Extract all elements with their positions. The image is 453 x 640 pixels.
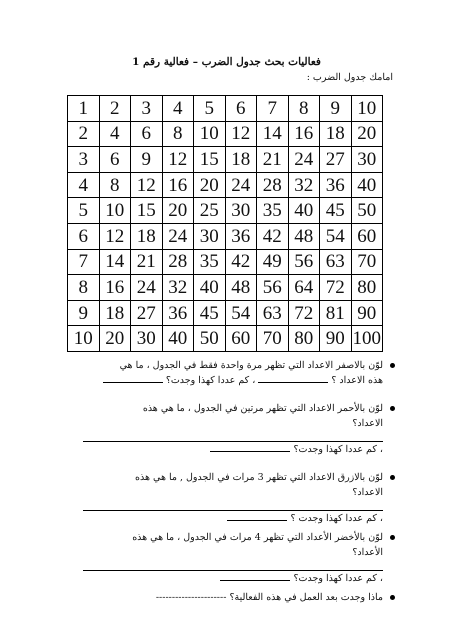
question-item-3: [63, 470, 383, 526]
table-cell: 9: [131, 147, 163, 173]
table-cell: 90: [320, 326, 352, 352]
table-cell: 20: [194, 172, 226, 198]
table-row: [68, 172, 383, 198]
table-cell: 4: [99, 121, 131, 147]
table-cell: 16: [99, 275, 131, 301]
table-cell: 10: [194, 121, 226, 147]
table-cell: 5: [68, 198, 100, 224]
table-cell: 72: [288, 300, 320, 326]
answer-dashes-5[interactable]: ----------------------: [155, 592, 227, 603]
table-cell: 2: [68, 121, 100, 147]
table-cell: 24: [162, 223, 194, 249]
answer-blank-1b[interactable]: [103, 373, 163, 383]
table-cell: 42: [225, 249, 257, 275]
table-cell: 15: [131, 198, 163, 224]
table-cell: 42: [257, 223, 289, 249]
table-cell: 40: [288, 198, 320, 224]
answer-blank-3b[interactable]: [227, 511, 287, 521]
table-cell: 12: [225, 121, 257, 147]
table-cell: 30: [194, 223, 226, 249]
table-cell: 54: [225, 300, 257, 326]
table-cell: 2: [99, 96, 131, 122]
table-cell: 8: [99, 172, 131, 198]
table-cell: 12: [131, 172, 163, 198]
page-subtitle: امامك جدول الضرب :: [306, 72, 393, 83]
table-cell: 70: [257, 326, 289, 352]
table-cell: 80: [288, 326, 320, 352]
answer-blank-3a[interactable]: [83, 500, 383, 511]
table-cell: 8: [68, 275, 100, 301]
table-cell: 30: [131, 326, 163, 352]
table-cell: 60: [225, 326, 257, 352]
table-cell: 36: [225, 223, 257, 249]
question-4-text: لوّن بالأخضر الأعداد التي تظهر 4 مرات في الجدول ، ما هي هذه: [132, 532, 383, 543]
table-cell: 36: [320, 172, 352, 198]
multiplication-table: [67, 95, 383, 352]
table-cell: 63: [257, 300, 289, 326]
table-cell: 60: [351, 223, 383, 249]
table-cell: 35: [257, 198, 289, 224]
table-row: [68, 198, 383, 224]
table-cell: 28: [162, 249, 194, 275]
question-1-text: لوّن بالاصفر الاعداد التي تظهر مرة واحدة فقط في الجدول ، ما هي: [119, 360, 383, 371]
table-cell: 14: [99, 249, 131, 275]
table-cell: 16: [288, 121, 320, 147]
table-cell: 90: [351, 300, 383, 326]
table-cell: 40: [194, 275, 226, 301]
table-cell: 28: [257, 172, 289, 198]
table-cell: 18: [131, 223, 163, 249]
table-cell: 7: [68, 249, 100, 275]
table-cell: 20: [99, 326, 131, 352]
question-2-text-3: ، كم عددا كهذا وجدت؟: [293, 444, 383, 455]
page-title: فعاليات بحث جدول الضرب – فعالية رقم 1: [132, 56, 321, 68]
table-cell: 36: [162, 300, 194, 326]
table-cell: 100: [351, 326, 383, 352]
table-cell: 1: [68, 96, 100, 122]
table-cell: 72: [320, 275, 352, 301]
question-item-2: [63, 401, 383, 457]
question-3-text-3: ، كم عددا كهذا وجدت ؟: [290, 513, 383, 524]
table-cell: 48: [225, 275, 257, 301]
table-cell: 8: [162, 121, 194, 147]
table-cell: 64: [288, 275, 320, 301]
table-cell: 50: [351, 198, 383, 224]
table-cell: 9: [320, 96, 352, 122]
table-cell: 6: [225, 96, 257, 122]
table-cell: 3: [131, 96, 163, 122]
table-cell: 56: [288, 249, 320, 275]
table-cell: 12: [162, 147, 194, 173]
table-cell: 15: [194, 147, 226, 173]
question-1-text-2: هذه الاعداد ؟: [331, 375, 383, 386]
answer-blank-1a[interactable]: [258, 373, 328, 383]
table-cell: 80: [351, 275, 383, 301]
table-cell: 7: [257, 96, 289, 122]
table-cell: 48: [288, 223, 320, 249]
table-cell: 12: [99, 223, 131, 249]
table-cell: 35: [194, 249, 226, 275]
table-cell: 18: [320, 121, 352, 147]
table-cell: 25: [194, 198, 226, 224]
table-cell: 24: [225, 172, 257, 198]
table-cell: 70: [351, 249, 383, 275]
table-cell: 24: [131, 275, 163, 301]
answer-blank-4a[interactable]: [83, 560, 383, 571]
table-cell: 20: [351, 121, 383, 147]
table-cell: 56: [257, 275, 289, 301]
table-cell: 8: [288, 96, 320, 122]
table-cell: 9: [68, 300, 100, 326]
table-row: [68, 223, 383, 249]
table-cell: 27: [131, 300, 163, 326]
table-cell: 6: [99, 147, 131, 173]
table-cell: 6: [68, 223, 100, 249]
table-cell: 18: [99, 300, 131, 326]
table-cell: 40: [162, 326, 194, 352]
table-cell: 50: [194, 326, 226, 352]
question-3-text: لوّن بالازرق الاعداد التي تظهر 3 مرات في الجدول , ما هي هذه: [135, 472, 383, 483]
table-row: [68, 326, 383, 352]
question-2-text-2: الاعداد؟: [352, 418, 383, 429]
table-cell: 5: [194, 96, 226, 122]
question-5-text: ماذا وجدت بعد العمل في هذه الفعالية؟: [229, 592, 383, 603]
table-cell: 21: [131, 249, 163, 275]
table-cell: 30: [225, 198, 257, 224]
table-row: [68, 249, 383, 275]
question-item-1: [63, 358, 383, 388]
table-cell: 10: [99, 198, 131, 224]
table-cell: 30: [351, 147, 383, 173]
question-item-5: [63, 590, 383, 605]
table-cell: 3: [68, 147, 100, 173]
table-cell: 4: [162, 96, 194, 122]
table-cell: 20: [162, 198, 194, 224]
answer-blank-4b[interactable]: [220, 571, 290, 581]
table-cell: 24: [288, 147, 320, 173]
table-cell: 32: [288, 172, 320, 198]
table-cell: 49: [257, 249, 289, 275]
table-cell: 14: [257, 121, 289, 147]
table-cell: 40: [351, 172, 383, 198]
table-cell: 81: [320, 300, 352, 326]
table-cell: 45: [320, 198, 352, 224]
table-row: [68, 96, 383, 122]
table-cell: 4: [68, 172, 100, 198]
answer-blank-2a[interactable]: [83, 431, 383, 442]
table-cell: 54: [320, 223, 352, 249]
questions-list: [63, 358, 397, 618]
table-row: [68, 275, 383, 301]
question-3-text-2: الاعداد؟: [352, 487, 383, 498]
table-row: [68, 300, 383, 326]
table-cell: 6: [131, 121, 163, 147]
table-row: [68, 121, 383, 147]
question-item-4: [63, 530, 383, 586]
table-cell: 16: [162, 172, 194, 198]
table-cell: 63: [320, 249, 352, 275]
table-cell: 21: [257, 147, 289, 173]
question-1-text-3: ، كم عددا كهذا وجدت؟: [165, 375, 256, 386]
question-2-text: لوّن بالأحمر الاعداد التي تظهر مرتين في الجدول ، ما هي هذه: [142, 403, 383, 414]
table-row: [68, 147, 383, 173]
table-cell: 45: [194, 300, 226, 326]
question-4-text-3: ، كم عددا كهذا وجدت؟: [293, 573, 383, 584]
table-cell: 32: [162, 275, 194, 301]
question-4-text-2: الأعداد؟: [352, 547, 383, 558]
table-cell: 10: [68, 326, 100, 352]
table-cell: 10: [351, 96, 383, 122]
answer-blank-2b[interactable]: [210, 442, 290, 452]
table-cell: 27: [320, 147, 352, 173]
table-cell: 18: [225, 147, 257, 173]
